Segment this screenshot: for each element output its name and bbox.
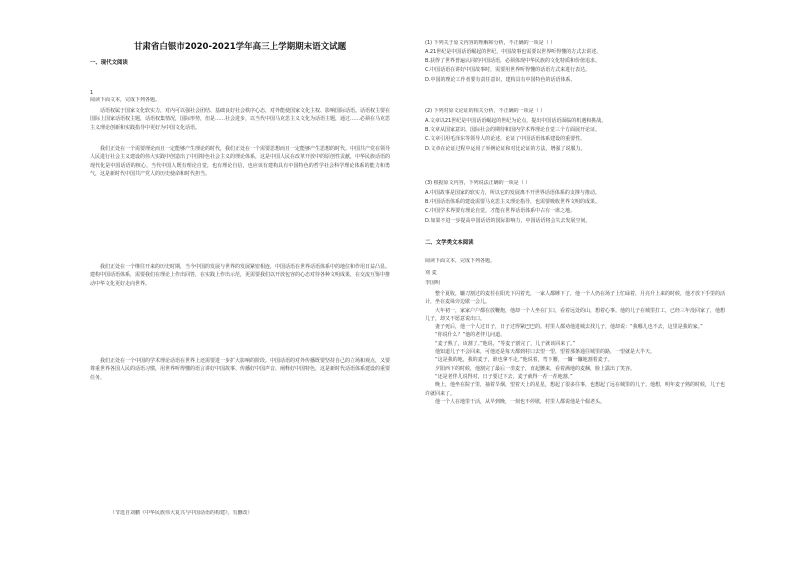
paragraph-4: 我们正处在一个中国的学术理论话语在世界上还需要进一步扩大影响的阶段。中国话语的对外传播既要坚持自己的立场和观点，又要尊重世界各国人民的话语习惯，用世界听得懂的语言讲好中国故事、传播好中国声音、阐释好中国特色，这是新时代话语体系建设的重要任务。	[90, 358, 390, 381]
document-title: 甘肃省白银市2020-2021学年高三上学期期末语文试题	[133, 42, 347, 52]
story-paragraph: 夕阳西下的时候，他割完了最后一垄麦子，直起腰来，看着满地的麦捆，脸上露出了笑容。	[435, 365, 636, 372]
story-author: 李国明	[425, 280, 441, 286]
option: C.中国话语在讲好中国故事时，需要用世界听得懂的话语方式来进行表达。	[425, 67, 591, 74]
source-citation: （节选自刘鹏《中华民族伟大复兴与中国话语的构建》，有删改）	[110, 510, 253, 516]
option: B.中国话语体系的建设需要马克思主义理论指导，也需要吸收世界文明的成果。	[425, 199, 601, 206]
story-paragraph: “还是老伴儿说得对，日子要过下去，麦子就得一茬一茬地割。”	[435, 373, 573, 380]
option: B.获得了世界普遍认同的中国话语，必须体现中华民族的文化特质和价值追求。	[425, 58, 601, 65]
question-1: (1) 下列关于原文内容的理解和分析，不正确的一项是（ ）	[425, 40, 556, 46]
option: D.中国的理论工作者要有责任意识，建构具有中国特色的话语体系。	[425, 76, 576, 83]
story-paragraph: 大年初一，家家户户都在放鞭炮，他却一个人坐在门口，看着远处的山，想着心事。他的儿子在城里打工，已经三年没回家了，他想儿子，却又不愿意说出口。	[425, 307, 725, 322]
question-2-options	[425, 117, 725, 154]
option: C.中国学术界要有理论自觉，才能在世界话语体系中占有一席之地。	[425, 208, 576, 215]
story-paragraph: 妻子死后，他一个人过日子，日子过得紧巴巴的。村里人都劝他进城去找儿子，他却说：“我哪儿也不去，这里是我的家。”	[435, 324, 703, 331]
section-heading: 二、文学类文本阅读	[425, 240, 474, 246]
story-paragraph: 他知道儿子不会回来，可他还是每天都到村口去望一望，望着那条通往城里的路，一望就是大半天。	[435, 349, 656, 356]
story-paragraph: 整个夏收，镰刀割过的麦茬在阳光下闪着光，一家人都睡下了，他一个人仍在场子上忙碌着，月亮升上来的时候，他才放下手里的活计，坐在麦垛旁边歇一会儿。	[425, 291, 725, 306]
option: C.文章引用毛泽东等领导人的论述，论证了中国话语体系建设的重要性。	[425, 136, 586, 143]
section-heading: 一、现代文阅读	[90, 60, 128, 66]
question-2: (2) 下列对原文论证的相关分析，不正确的一项是（ ）	[425, 108, 546, 114]
story-paragraph: “这是我的地，我的麦子，谁也拿不走。”他说着，弯下腰，一镰一镰地割着麦子。	[435, 357, 613, 364]
question-3-options	[425, 189, 725, 226]
story-paragraph: “你说什么？”他的老伴儿问道。	[435, 332, 506, 339]
question-1-options	[425, 48, 725, 85]
option: D.文章在论证过程中运用了举例论证和对比论证的方法，增强了说服力。	[425, 145, 586, 152]
option: A.中国故事是国家的软实力，所以它的发展离不开世界话语体系的支撑与推动。	[425, 190, 600, 196]
paragraph-3: 我们正处在一个继往开来的历史时期，当今中国的发展与世界的发展紧密相连，中国话语在世界话语体系中的地位和作用日益凸显。建构中国话语体系，需要我们在理论上作出回答，在实践上作出示范，更需要我们以开放包容的心态对待各种文明成果，在交流互鉴中推动中华文化更好走向世界。	[90, 264, 390, 287]
story-body	[425, 290, 725, 552]
story-title: 刈 麦	[425, 270, 437, 276]
part-number: 1	[90, 90, 94, 96]
story-paragraph: “麦子熟了，该割了。”他说，“等麦子割完了，儿子就该回来了。”	[435, 340, 576, 347]
option: A.文章以21世纪是中国话语崛起的世纪为论点，提出中国话语面临的机遇和挑战。	[425, 118, 607, 124]
part-instruction: 阅读下面文本，完成下列各题。	[90, 97, 161, 103]
story-paragraph: 他一个人在地里干活，从早到晚，一刻也不停歇，村里人都说他是个倔老头。	[435, 398, 606, 405]
option: A.21世纪是中国话语崛起的世纪，中国故事也需要以世界听得懂的方式去讲述。	[425, 49, 602, 55]
option: B.文章从国家意识、国际社会的期待和国内学术界理论自觉三个方面展开论证。	[425, 127, 601, 134]
paragraph-1: 话语权属于国家文化软实力，对内可以强社会团结、基础良好社会秩序心态，对外能使国家文化主权、影响国际话语。话语权主要在国际上国家话语权主题，话语权集情况，国际形势，但是……社会进步，以当代中国马克思主义文化为话语主题，通过……必须在马克思主义理论创新和实践指导中更好为中国文化话语。	[90, 108, 390, 131]
paragraph-2: 我们正处在一个需要理论而且一定能够产生理论的时代，我们正处在一个需要思想而且一定能够产生思想的时代。中国共产党在领导人民进行社会主义建设的伟大实践中创造出了中国特色社会主义的理论体系，这是中国人民在改革开放中的原创性贡献，中华民族话语的现代化是中国话语的核心。当代中国人既有理论自觉，也有理论自信，也应该有建构具有中国特色的哲学社会科学理论体系的能力和勇气，这是新时代中国共产党人的历史使命和时代担当。	[90, 146, 390, 177]
part-instruction: 阅读下面文本，完成下列各题。	[425, 258, 496, 264]
story-paragraph: 晚上，他坐在院子里，抽着旱烟，望着天上的星星，想起了很多往事，也想起了远在城里的儿子。他想，明年麦子熟的时候，儿子也许就回来了。	[425, 382, 725, 397]
question-3: (3) 根据原文内容，下列说法正确的一项是（ ）	[425, 180, 531, 186]
option: D.如果不进一步提高中国话语的国际影响力，中国话语将会失去发展空间。	[425, 217, 591, 224]
